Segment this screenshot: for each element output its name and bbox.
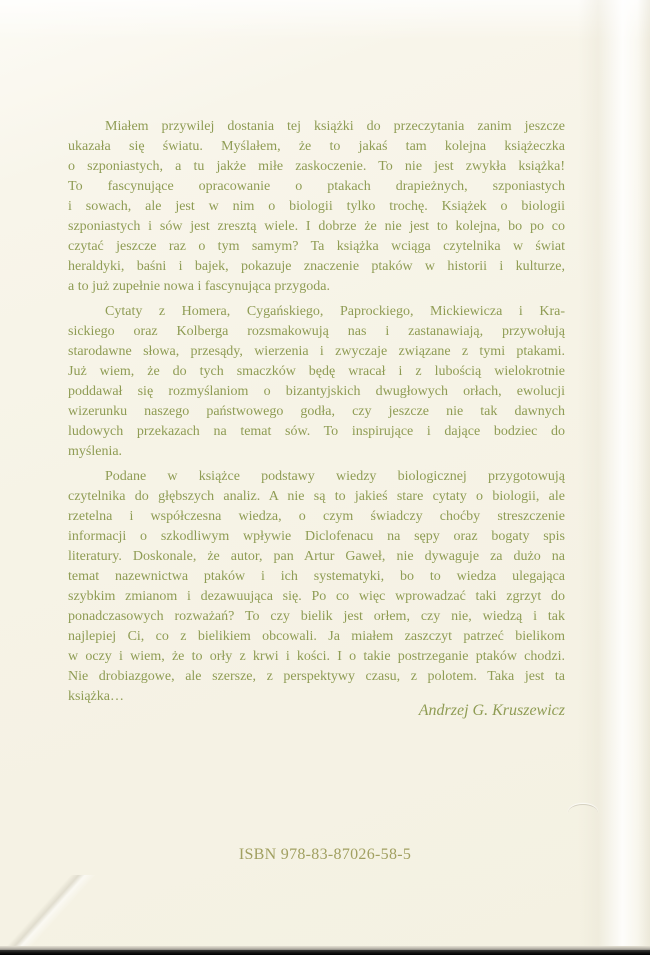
text-line: szybkim zmianom i dezawuująca się. Po co więc wprowadzać taki zgrzyt do <box>68 589 565 604</box>
text-line: Miałem przywilej dostania tej książki do przeczytania zanim jeszcze <box>105 119 565 134</box>
corner-crease <box>0 875 96 947</box>
text-line: ponadczasowych rozważań? To czy bielik jest orłem, czy nie, wiedzą i tak <box>68 609 565 624</box>
text-line: rzetelna i współczesna wiedza, o czym świadczy choćby streszczenie <box>68 509 565 524</box>
text-line: czytelnika do głębszych analiz. A nie są to jakieś stare cytaty o biologii, ale <box>68 489 565 504</box>
text-line: sickiego oraz Kolberga rozsmakowują nas i zastanawiają, przywołują <box>68 324 565 339</box>
text-line: myślenia. <box>68 444 123 459</box>
text-line: literatury. Doskonale, że autor, pan Artur Gaweł, nie dywaguje za dużo na <box>68 549 565 564</box>
text-line: ukazała się światu. Myślałem, że to jakaś tam kolejna książeczka <box>68 139 565 154</box>
text-line: szponiastych i sów jest zresztą wiele. I dobrze że nie jest to kolejna, bo po co <box>68 219 565 234</box>
text-line: w oczy i wiem, że to orły z krwi i kości. I o takie postrzeganie ptaków chodzi. <box>68 649 565 664</box>
review-text <box>68 117 565 712</box>
reviewer-signature: Andrzej G. Kruszewicz <box>418 702 565 719</box>
paragraph <box>68 467 565 707</box>
text-line: starodawne słowa, przesądy, wierzenia i zwyczaje związane z tymi ptakami. <box>68 344 565 359</box>
cover-right-sheen <box>578 0 650 947</box>
crease-mark <box>568 804 598 821</box>
text-line: o szponiastych, a tu jakże miłe zaskoczenie. To nie jest zwykła książka! <box>68 159 565 174</box>
isbn-number: ISBN 978-83-87026-58-5 <box>238 846 412 863</box>
text-line: czytać jeszcze raz o tym samym? Ta książka wciąga czytelnika w świat <box>68 239 565 254</box>
text-line: poddawał się rozmyślaniom o bizantyjskich dwugłowych orłach, ewolucji <box>68 384 565 399</box>
text-line: książka… <box>68 689 124 704</box>
bottom-edge-shadow <box>0 950 650 955</box>
text-line: Podane w książce podstawy wiedzy biologicznej przygotowują <box>105 469 565 484</box>
text-line: informacji o szkodliwym wpływie Diclofenacu na sępy oraz bogaty spis <box>68 529 565 544</box>
text-line: temat nazewnictwa ptaków i ich systematyki, bo to wiedza ulegająca <box>68 569 565 584</box>
paragraph <box>68 302 565 462</box>
text-line: wizerunku naszego państwowego godła, czy jeszcze nie tak dawnych <box>68 404 565 419</box>
text-line: a to już zupełnie nowa i fascynująca przygoda. <box>68 279 331 294</box>
text-line: i sowach, ale jest w nim o biologii tylko trochę. Książek o biologii <box>68 199 565 214</box>
paragraph <box>68 117 565 297</box>
text-line: najlepiej Ci, co z bielikiem obcowali. Ja miałem zaszczyt patrzeć bielikom <box>68 629 565 644</box>
text-line: Już wiem, że do tych smaczków będę wracał i z lubością wielokrotnie <box>68 364 565 379</box>
text-line: heraldyki, baśni i bajek, pokazuje znaczenie ptaków w historii i kulturze, <box>68 259 565 274</box>
cover-top-highlight <box>0 0 650 40</box>
text-line: To fascynujące opracowanie o ptakach drapieżnych, szponiastych <box>68 179 565 194</box>
text-line: ludowych przekazach na temat sów. To inspirujące i dające bodziec do <box>68 424 565 439</box>
text-line: Cytaty z Homera, Cygańskiego, Paprockiego, Mickiewicza i Kra- <box>105 304 565 319</box>
text-line: Nie drobiazgowe, ale szersze, z perspektywy czasu, z polotem. Taka jest ta <box>68 669 565 684</box>
